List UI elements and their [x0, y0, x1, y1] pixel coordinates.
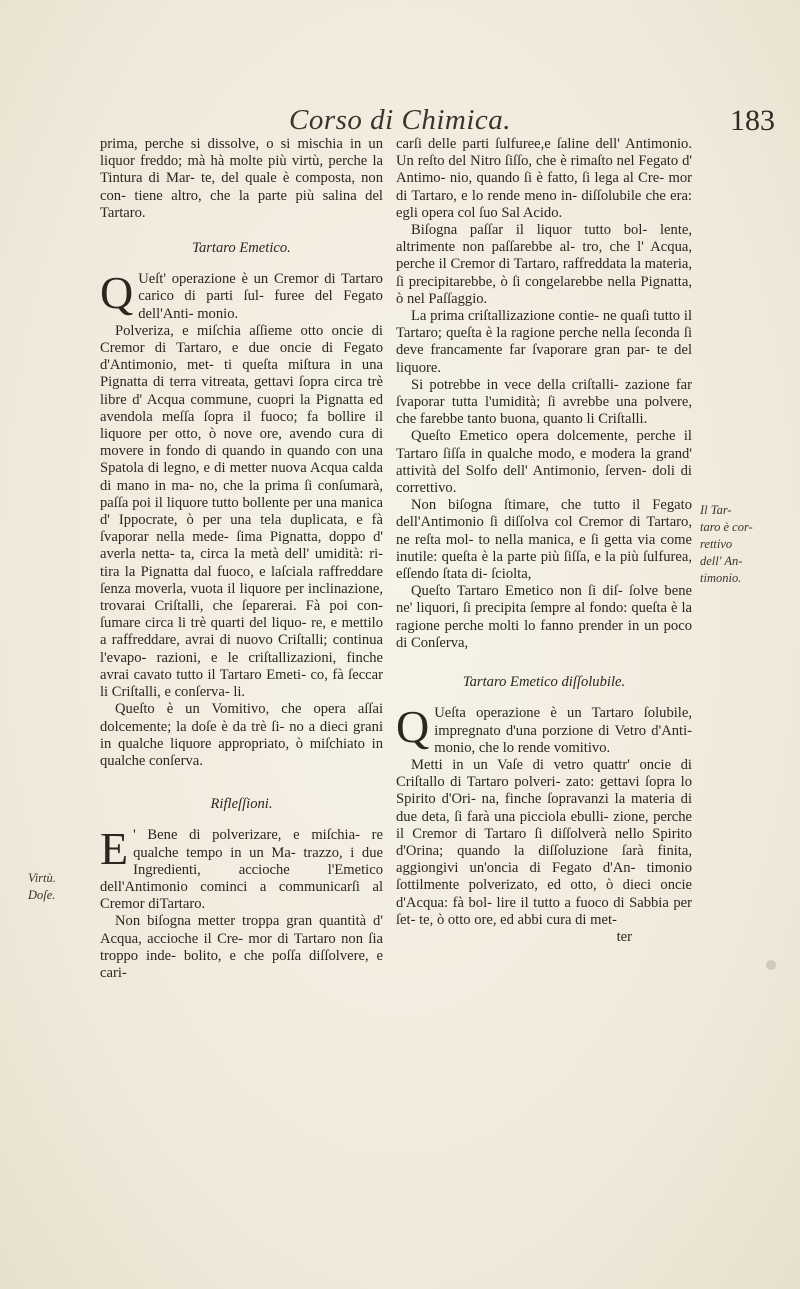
text-line: tiene altro, che la parte più salina	[134, 187, 366, 204]
text-line: più virtù, perche la Tintura di Mar-	[100, 153, 383, 187]
text-line: nuova Acqua calda di mano in ma-	[100, 460, 384, 494]
paragraph-dropcap	[100, 823, 384, 913]
text-line: perche il Tartaro ſiſſa in qualche	[396, 428, 692, 462]
section-heading: Rifleſſioni.	[210, 796, 273, 813]
text-line: ta, circa la metà dell' umidità: ri-	[180, 546, 383, 563]
paragraph	[396, 222, 692, 308]
text-line: trè libre d' Acqua commune, cuopri	[100, 374, 383, 408]
text-line: re qualche tempo in un Ma-	[133, 827, 383, 861]
text-line: nio, quando ſi è fatto, ſi lega al Cre-	[449, 170, 669, 187]
text-line: appropriato, ò miſchiato in qualche	[100, 735, 383, 769]
paragraph-dropcap	[396, 701, 692, 757]
text-line: ſolubile, impregnato d'una	[434, 705, 692, 739]
running-title: Corso di Chimica.	[289, 104, 511, 136]
text-line: manica d' Ippocrate, ò per una tela	[100, 494, 383, 529]
text-line: lire il tutto a fuoco di Sabbia per ſet-	[396, 894, 693, 928]
text-line: ne quaſi tutto il Tartaro; queſta è la	[396, 308, 692, 342]
margin-note-line: Virtù.	[28, 871, 56, 885]
margin-note-line: timonio.	[700, 571, 742, 585]
text-line: re, e mettilo a raffreddare, avrai di	[100, 615, 384, 649]
text-line: il Fegato dell'Antimonio ſi diſſolva	[396, 497, 692, 531]
text-line: l'Emetico dell'Antimonio cominci a	[100, 861, 383, 895]
paragraph	[396, 428, 692, 497]
text-line: doli di correttivo.	[396, 462, 692, 497]
text-line: aſſai dolcemente; la doſe è da trè ſi-	[100, 701, 383, 735]
text-line: no, che la prima ſi conſumarà, paſſa	[100, 477, 384, 511]
text-line: terra vitreata, gettavi ſopra circa	[169, 374, 368, 391]
text-line: ſi precipitarebbe, ò ſi congelarebbe	[396, 273, 608, 290]
ink-spot	[766, 960, 776, 970]
text-line: tro, che l' Acqua, perche il Cremor	[396, 239, 692, 273]
text-line: perche molti lo fanno prender in un	[444, 617, 664, 634]
text-line: ' Bene di polverizare, e miſchia-	[133, 827, 372, 844]
text-line: monio, che lo rende vomitivo.	[434, 739, 611, 756]
margin-note-line: taro è cor-	[700, 520, 753, 534]
text-line: otto, ò dieci oncie d'Acqua: fà bol-	[396, 877, 692, 911]
paragraph	[396, 308, 692, 377]
text-line: monio.	[197, 305, 239, 322]
text-line: quantità d' Acqua, accioche il Cre-	[100, 913, 383, 947]
text-line: ter	[616, 928, 632, 945]
text-line: Queſto Tartaro Emetico non ſi diſ-	[411, 583, 629, 600]
text-line: ſumare circa li trè quarti del liquo-	[100, 615, 312, 632]
text-line: Ueſt' operazione è un Cremor	[138, 271, 325, 288]
text-line: Sal Acido.	[501, 204, 563, 221]
text-line: duplicata, e fà ſvaporar nella mede-	[100, 512, 383, 546]
section-heading: Tartaro Emetico.	[192, 240, 291, 257]
paragraph	[396, 136, 692, 222]
text-line: oncie di Fegato d'Antimonio, met-	[100, 340, 383, 374]
right-column	[396, 136, 692, 946]
text-line: zato: gettavi ſopra lo Spirito d'Ori-	[396, 774, 692, 808]
text-line: raffreddare ſenza moverla, vuota il	[100, 563, 383, 597]
text-line: co, fà ſeccar li Criſtalli, e conſerva-	[100, 666, 384, 701]
margin-note-line: Il Tar-	[700, 503, 732, 517]
text-line: nella Pignatta, ò nel Paſſaggio.	[396, 273, 692, 307]
text-line: avrai cavato tutto il Tartaro Emeti-	[100, 666, 311, 683]
text-line: mor di Tartaro non ſia troppo inde-	[100, 930, 383, 964]
text-line: Biſogna paſſar il liquor tutto bol-	[411, 222, 660, 239]
paragraph	[100, 913, 383, 982]
text-line: te, ò otto ore, ed abbi cura di met-	[419, 911, 617, 928]
text-line: e la più ſulfurea, eſſendo ſtata di-	[396, 548, 692, 583]
text-line: Non biſogna metter troppa gran	[115, 913, 320, 930]
text-line: zazione far ſvaporar tutta l'umidità;	[396, 376, 693, 411]
text-line: tanto buona, quanto li Criſtalli.	[467, 411, 648, 428]
text-line: lente, altrimente non paſſarebbe al-	[396, 222, 692, 256]
paragraph-dropcap	[100, 267, 383, 323]
paragraph	[396, 757, 692, 946]
text-line: porzione di Vetro d'Anti-	[542, 722, 692, 739]
text-line: carſi delle parti ſulfuree,e ſaline dell'	[396, 136, 626, 152]
text-line: Queſto è un Vomitivo, che opera	[115, 701, 358, 718]
text-line: nuovo Criſtalli; continua l'evapo-	[100, 632, 383, 666]
margin-note-left	[28, 870, 56, 904]
text-line: del Tartaro.	[100, 187, 383, 221]
text-line: Metti in un Vaſe di vetro quattr'	[411, 756, 640, 773]
text-line: tira la Pignatta dal fuoco, e laſciala	[100, 563, 319, 580]
paragraph	[396, 583, 692, 652]
text-line: Polveriza, e miſchia aſſieme otto	[115, 322, 332, 339]
text-line: liquore per inclinazione, trovarai	[100, 580, 384, 615]
text-line: oncie di Criſtallo di Tartaro polveri-	[396, 756, 692, 791]
text-line: razioni, e le criſtallizazioni, finche	[156, 649, 383, 666]
paragraph	[396, 377, 692, 429]
text-line: te del liquore.	[396, 342, 692, 376]
text-line: te, del quale è composta, non con-	[100, 170, 383, 204]
text-line: ò nove ore, avendo cura di movere	[100, 426, 383, 460]
text-line: Non biſogna ſtimare, che tutto	[411, 497, 633, 514]
text-line: na, finche ſopravanzi la materia di	[481, 791, 692, 808]
text-line: ſolve bene ne' liquori, ſi precipita	[396, 583, 692, 617]
drop-cap: E	[100, 823, 129, 875]
text-line: il fuoco; fa bollire il liquore per otto,	[100, 408, 383, 443]
text-line: col Cremor di Tartaro, ne reſta mol-	[396, 514, 692, 548]
paragraph	[100, 323, 383, 701]
text-line: mor di Tartaro, e lo rende meno in-	[396, 170, 693, 204]
text-line: trazzo, i due Ingredienti, accioche	[133, 844, 384, 878]
text-line: prima, perche si dissolve, o si mischia	[100, 136, 350, 152]
text-line: modo, e modera la grand' attività	[396, 445, 692, 479]
text-line: la Pignatta ed avendola meſſa ſopra	[100, 391, 383, 425]
drop-cap: Q	[396, 701, 430, 753]
left-column	[100, 136, 383, 982]
text-line: zione, perche il Cremor di Tartaro	[396, 808, 692, 842]
text-line: ſi diſſolverà nello Spirito d'Orina;	[396, 825, 692, 859]
margin-note-line: rettivo	[700, 537, 733, 551]
text-line: oncie di Cremor di Tartaro, e due	[100, 322, 383, 357]
text-line: Criſtalli, che ſeparerai. Fà poi con-	[154, 598, 383, 615]
text-line: ſciolta,	[491, 566, 532, 583]
text-line: di Tartaro carico di parti ſul-	[138, 271, 383, 305]
text-line: francamente far ſvaporare gran par-	[430, 342, 657, 359]
section-heading: Tartaro Emetico diſſolubile.	[462, 674, 626, 691]
text-line: Antimonio. Un reſto del Nitro ſiſſo,	[396, 136, 692, 170]
text-line: ragione perche nella ſeconda ſi deve	[396, 325, 692, 359]
text-line: communicarſi al Cremor diTartaro.	[100, 878, 383, 913]
text-line: conſerva.	[149, 752, 203, 769]
text-line: no a dieci grani in qualche liquore	[100, 718, 384, 752]
text-line: quando la diſſoluzione ſarà finita,	[457, 842, 692, 859]
margin-note-right	[700, 502, 792, 587]
text-line: del Solfo dell' Antimonio, ſerven-	[442, 462, 653, 479]
text-line: timonio ſottilmente polverizato, ed	[396, 860, 692, 894]
text-line: due deta, ſi farà una picciola ebulli-	[396, 808, 614, 825]
text-line: ſima Pignatta, doppo d' averla netta-	[100, 529, 383, 563]
text-line: in un liquor freddo; mà hà molte	[100, 136, 384, 170]
text-line: to nella manica, e ſi getta via come	[478, 531, 692, 548]
text-line: ti queſta miſtura in una Pignatta di	[100, 357, 384, 391]
text-line: poi il liquore tutto bollente per una	[132, 494, 341, 511]
text-line: inutile: queſta è la parte più ſiſſa,	[396, 548, 595, 565]
text-line: di Tartaro, raffreddata la materia,	[498, 256, 692, 273]
text-line: una Spatola di legno, e di metter	[100, 443, 383, 477]
text-line: ſempre al fondo: queſta è la ragione	[396, 600, 692, 634]
text-line: che è rimaſto nel Fegato d' Antimo-	[396, 153, 692, 187]
paragraph	[100, 701, 383, 770]
text-line: Si potrebbe in vece della criſtalli-	[411, 376, 626, 393]
margin-note-line: dell' An-	[700, 554, 743, 568]
text-line: li.	[233, 684, 246, 701]
text-line: ſi avrebbe una polvere, che farebbe	[396, 394, 692, 428]
left-intro-paragraph	[100, 136, 383, 222]
text-line: Ueſta operazione è un Tartaro	[434, 705, 644, 722]
text-line: bolito, e che poſſa diſſolvere, e cari-	[100, 947, 383, 981]
text-line: aggiongivi un'oncia di Fegato d'An-	[396, 860, 647, 877]
text-line: in fondo di quando in quando con	[149, 443, 362, 460]
text-line: poco di Conſerva,	[396, 617, 692, 651]
paragraph	[396, 497, 692, 583]
text-line: Queſto Emetico opera dolcemente,	[411, 428, 637, 445]
page-number: 183	[730, 104, 775, 137]
text-line: furee del Fegato dell'Anti-	[138, 288, 383, 322]
margin-note-line: Doſe.	[28, 888, 56, 902]
drop-cap: Q	[100, 267, 134, 319]
text-line: La prima criſtallizazione contie-	[411, 308, 603, 325]
text-line: diſſolubile che era: egli opera col ſuo	[396, 187, 692, 221]
